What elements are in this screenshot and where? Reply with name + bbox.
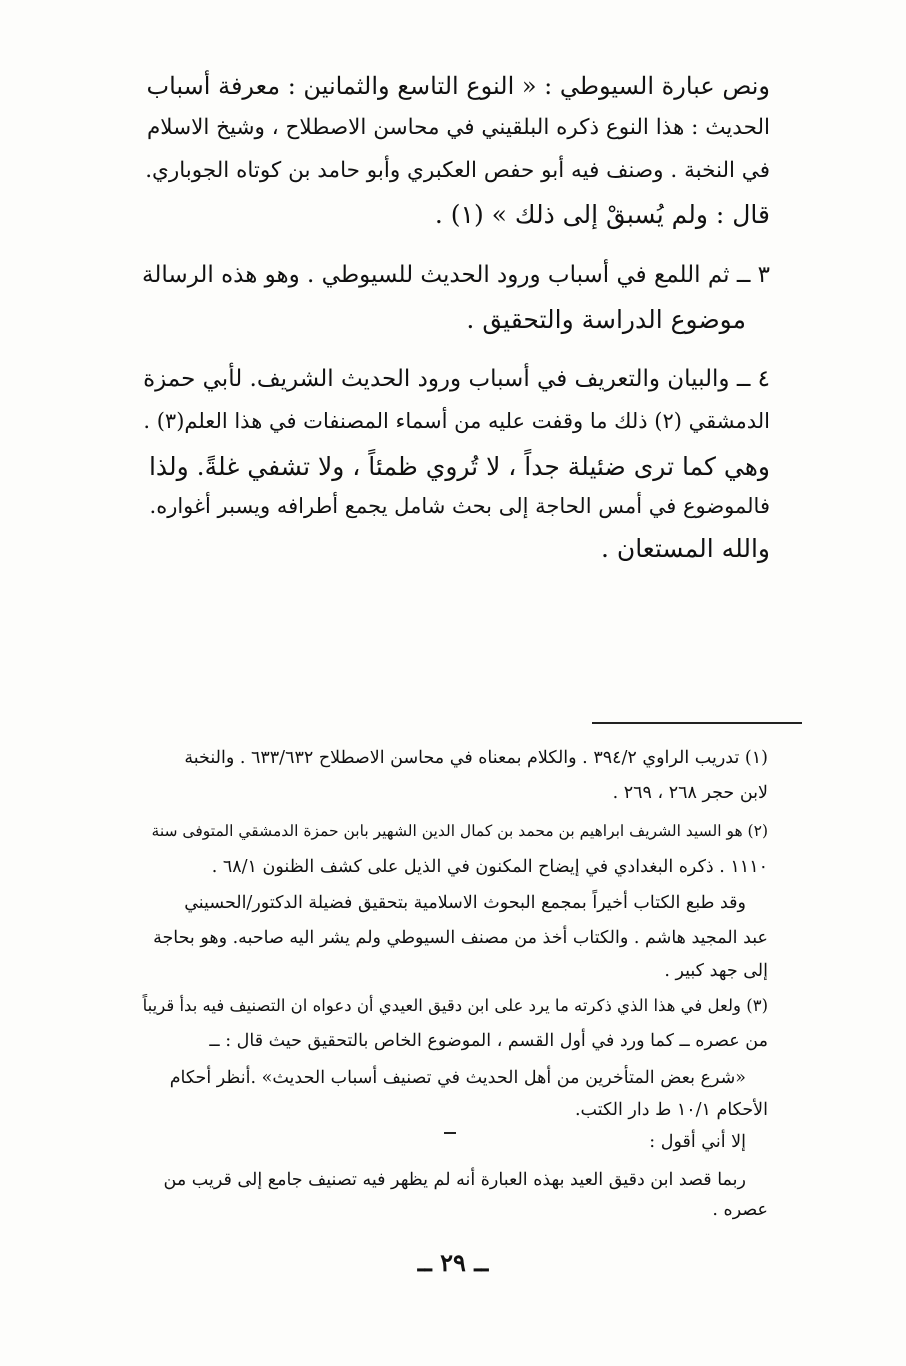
dash-mark <box>444 1132 456 1134</box>
text-line: في النخبة . وصنف فيه أبو حفص العكبري وأبو حامد بن كوتاه الجوباري. <box>145 158 770 183</box>
footnote-separator <box>592 722 802 724</box>
text-line: والله المستعان . <box>600 534 770 563</box>
footnote-line: لابن حجر ٢٦٨ ، ٢٦٩ . <box>612 783 768 803</box>
text-line: ونص عبارة السيوطي : « النوع التاسع والثمانين : معرفة أسباب <box>146 72 770 100</box>
footnote-line: ربما قصد ابن دقيق العيد بهذه العبارة أنه لم يظهر فيه تصنيف جامع إلى قريب من <box>163 1170 746 1190</box>
text-line: ٣ ــ ثم اللمع في أسباب ورود الحديث للسيوطي . وهو هذه الرسالة <box>142 262 770 288</box>
text-line: قال : ولم يُسبقْ إلى ذلك » (١) . <box>434 200 770 229</box>
text-line: موضوع الدراسة والتحقيق . <box>466 305 746 334</box>
page-number: ــ ٢٩ ــ <box>417 1248 489 1277</box>
text-line: ٤ ــ والبيان والتعريف في أسباب ورود الحديث الشريف. لأبي حمزة <box>143 366 770 392</box>
footnote-line: الأحكام ١٠/١ ط دار الكتب. <box>574 1100 768 1120</box>
footnote-line: عبد المجيد هاشم . والكتاب أخذ من مصنف السيوطي ولم يشر اليه صاحبه. وهو بحاجة <box>153 928 768 948</box>
footnote-line: من عصره ــ كما ورد في أول القسم ، الموضوع الخاص بالتحقيق حيث قال : ــ <box>209 1031 768 1051</box>
footnote-line: (٣) ولعل في هذا الذي ذكرته ما يرد على ابن دقيق العيدي أن دعواه ان التصنيف فيه بدأ قريباً <box>142 996 768 1015</box>
footnote-line: «شرع بعض المتأخرين من أهل الحديث في تصنيف أسباب الحديث» .أنظر أحكام <box>169 1068 746 1088</box>
text-line: الدمشقي (٢) ذلك ما وقفت عليه من أسماء المصنفات في هذا العلم(٣) . <box>143 409 770 433</box>
footnote-line: (١) تدريب الراوي ٣٩٤/٢ . والكلام بمعناه في محاسن الاصطلاح ٦٣٣/٦٣٢ . والنخبة <box>184 748 768 768</box>
footnote-line: عصره . <box>712 1200 768 1220</box>
text-line: فالموضوع في أمس الحاجة إلى بحث شامل يجمع أطرافه ويسبر أغواره. <box>149 494 770 518</box>
text-line: الحديث : هذا النوع ذكره البلقيني في محاسن الاصطلاح ، وشيخ الاسلام <box>146 115 770 140</box>
footnote-line: ١١١٠ . ذكره البغدادي في إيضاح المكنون في الذيل على كشف الظنون ٦٨/١ . <box>211 857 768 877</box>
footnote-line: إلا أني أقول : <box>649 1132 746 1152</box>
footnote-line: وقد طبع الكتاب أخيراً بمجمع البحوث الاسلامية بتحقيق فضيلة الدكتور/الحسيني <box>184 893 746 913</box>
text-line: وهي كما ترى ضئيلة جداً ، لا تُروي ظمئاً ، ولا تشفي غلةً. ولذا <box>148 452 770 481</box>
footnote-line: إلى جهد كبير . <box>664 961 768 981</box>
footnote-line: (٢) هو السيد الشريف ابراهيم بن محمد بن كمال الدين الشهير بابن حمزة الدمشقي المتوفى سنة <box>151 822 768 840</box>
